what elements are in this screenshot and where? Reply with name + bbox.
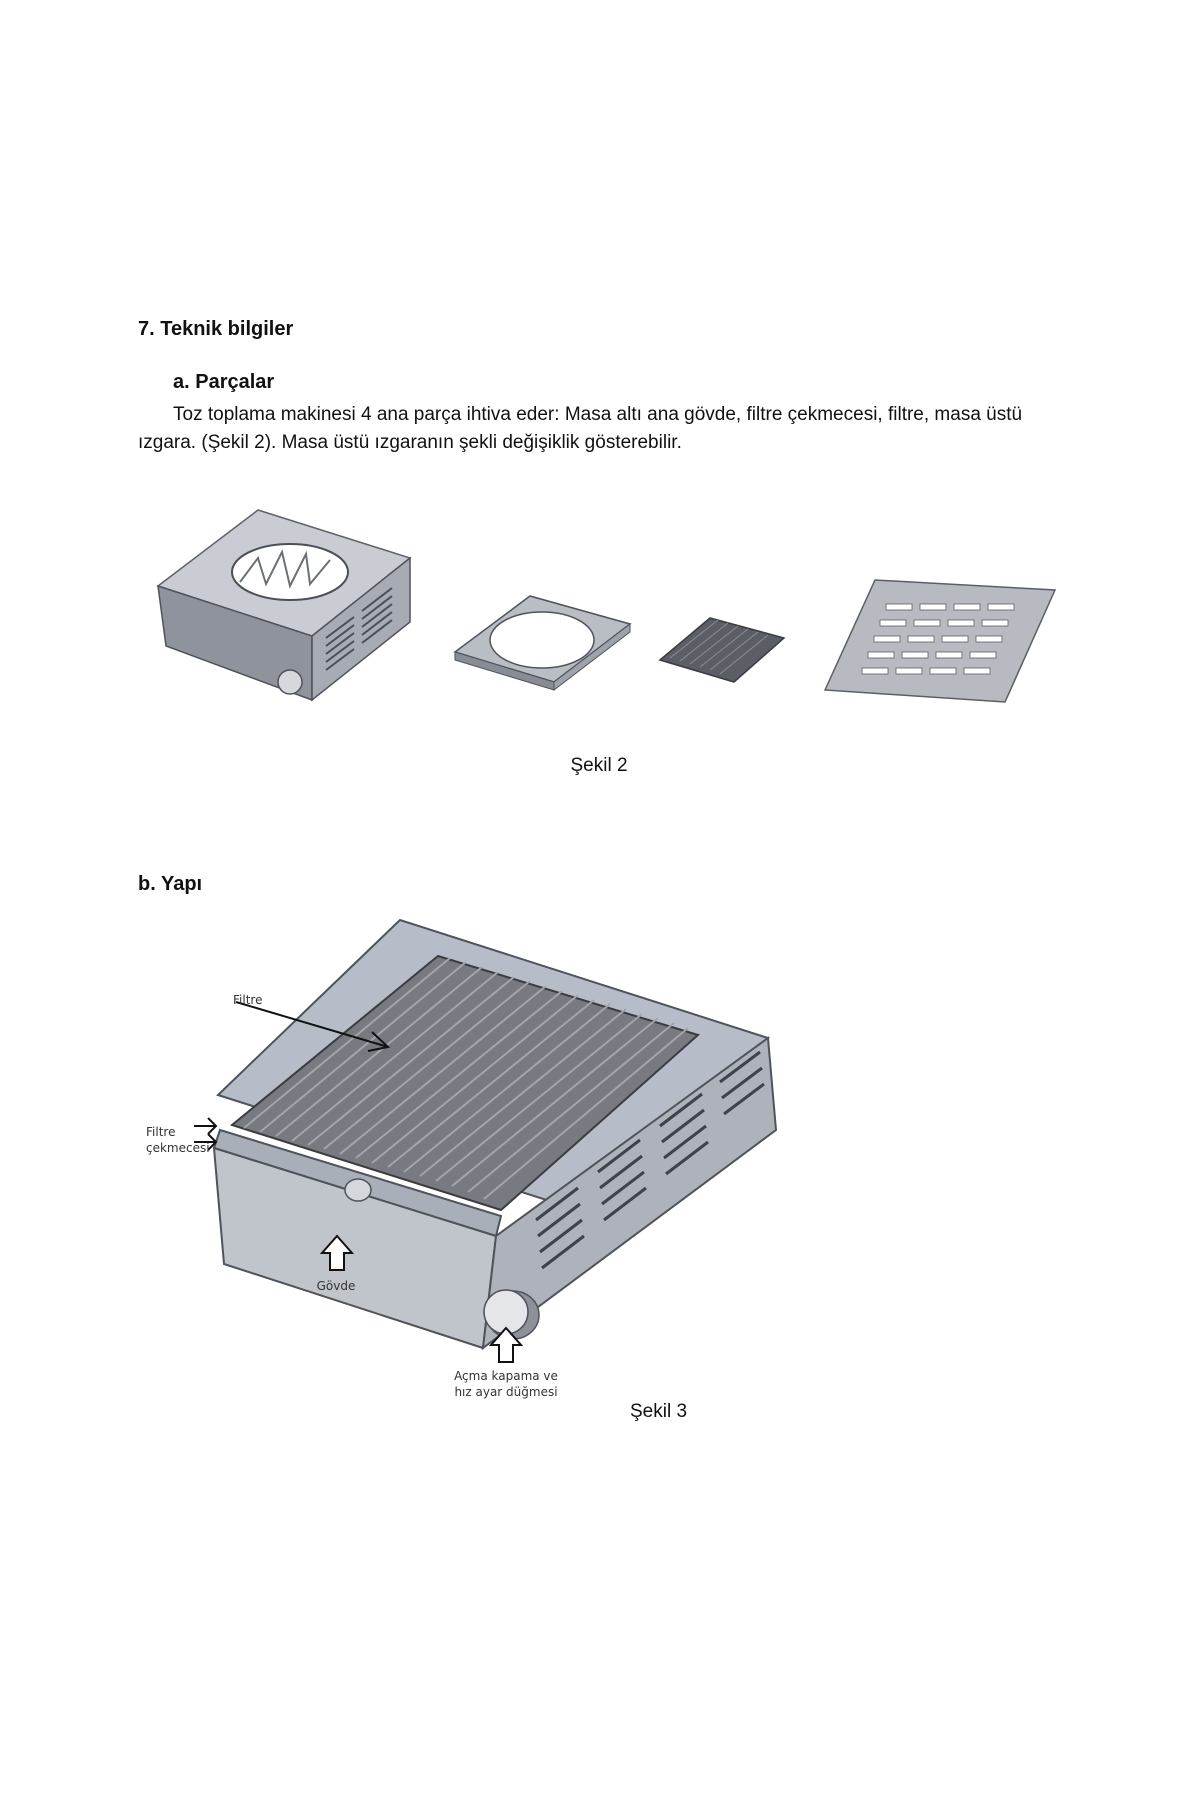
filter-label: Filtre [233,993,263,1007]
structure-heading: b. Yapı [138,873,203,895]
figure-3-caption: Şekil 3 [630,1401,688,1422]
switch-label-line1: Açma kapama ve [454,1369,558,1383]
figure-2-caption: Şekil 2 [570,755,628,776]
switch-label-line2: hız ayar düğmesi [454,1385,558,1399]
main-body-drawing [158,510,410,700]
grille-drawing [825,580,1055,702]
filter-drawer-drawing [455,596,630,690]
parts-heading: a. Parçalar [173,371,275,393]
section-title: 7. Teknik bilgiler [138,318,294,340]
drawer-label-line2: çekmecesi [146,1141,210,1155]
drawer-label-line1: Filtre [146,1125,176,1139]
filter-drawing [660,618,784,682]
figure-3-assembly [128,920,788,1399]
figure-2-parts [140,500,1060,710]
parts-paragraph: Toz toplama makinesi 4 ana parça ihtiva eder: Masa altı ana gövde, filtre çekmecesi, filtre, masa üstü ızgara. (Şekil 2). Masa üstü ızgaranın şekli değişiklik gösterebilir. [138,404,1023,453]
body-label: Gövde [316,1279,356,1293]
drawer-knob [345,1179,371,1201]
